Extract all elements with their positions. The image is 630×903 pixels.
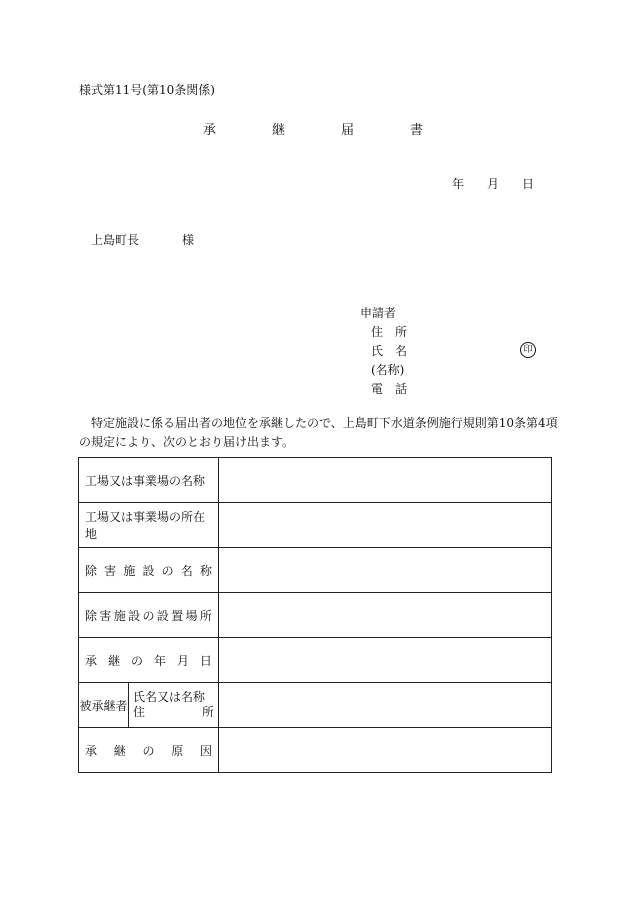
succession-reason-field[interactable] [219, 728, 552, 773]
facility-name-field[interactable] [219, 458, 552, 503]
predecessor-name-label: 氏名又は名称 [133, 690, 206, 704]
applicant-title: 申請者 [360, 306, 397, 320]
addressee-name: 上島町長 [91, 233, 140, 247]
facility-location-label: 工場又は事業場の所在地 [79, 503, 219, 548]
date-year: 年 [452, 177, 465, 191]
succession-reason-label: 承 継 の 原 因 [79, 728, 219, 773]
applicant-phone-label: 電 話 [371, 382, 408, 396]
title-char: 書 [409, 123, 423, 138]
form-number: 様式第11号(第10条関係) [79, 83, 215, 97]
facility-name-label: 工場又は事業場の名称 [79, 458, 219, 503]
succession-date-field[interactable] [219, 638, 552, 683]
table-row [79, 548, 552, 593]
title-char: 継 [271, 123, 285, 138]
statement-text [79, 414, 558, 452]
treatment-facility-location-label: 除 害 施 設 の 設 置 場 所 [79, 593, 219, 638]
applicant-address-label: 住 所 [371, 325, 408, 339]
table-row [79, 593, 552, 638]
succession-date-label: 承 継 の 年 月 日 [79, 638, 219, 683]
table-row [79, 458, 552, 503]
applicant-entity-label: (名称) [371, 363, 405, 377]
honorific: 様 [182, 233, 195, 247]
predecessor-sub-labels [129, 683, 218, 727]
title-char: 承 [203, 123, 217, 138]
predecessor-label-cell [79, 683, 219, 728]
treatment-facility-location-field[interactable] [219, 593, 552, 638]
predecessor-field[interactable] [219, 683, 552, 728]
title-char: 届 [340, 123, 354, 138]
date-month: 月 [486, 177, 499, 191]
table-row [79, 683, 552, 728]
document-title [203, 119, 423, 138]
addressee [91, 231, 194, 248]
facility-location-field[interactable] [219, 503, 552, 548]
applicant-name-label: 氏 名 [371, 344, 408, 358]
seal-mark: 印 [520, 342, 536, 358]
date-line [452, 175, 534, 192]
statement-line: の規定により、次のとおり届け出ます。 [79, 435, 295, 449]
date-day: 日 [521, 177, 534, 191]
table-row [79, 503, 552, 548]
table-row [79, 728, 552, 773]
treatment-facility-name-label: 除 害 施 設 の 名 称 [79, 548, 219, 593]
predecessor-address-label: 住 所 [133, 705, 214, 719]
statement-line: 特定施設に係る届出者の地位を承継したので、上島町下水道条例施行規則第10条第4項 [91, 416, 558, 430]
notification-table [78, 457, 552, 773]
treatment-facility-name-field[interactable] [219, 548, 552, 593]
predecessor-label: 被承継者 [79, 683, 129, 727]
table-row [79, 638, 552, 683]
